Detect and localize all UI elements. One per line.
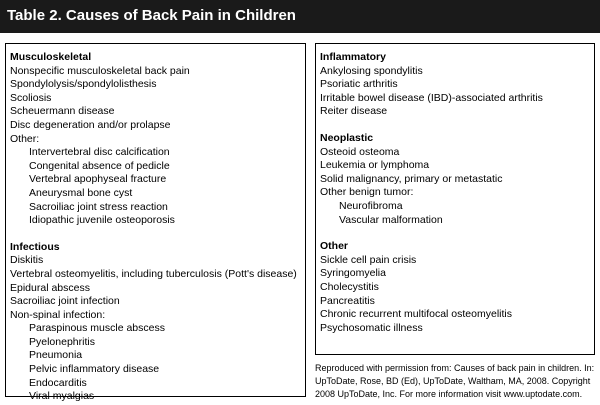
list-item: Other:	[10, 132, 40, 145]
right-column-box	[315, 43, 595, 355]
list-item: Syringomyelia	[320, 267, 386, 280]
list-item: Solid malignancy, primary or metastatic	[320, 172, 503, 185]
list-item: Disc degeneration and/or prolapse	[10, 118, 171, 131]
list-item: Sacroiliac joint infection	[10, 295, 120, 308]
table-title: Table 2. Causes of Back Pain in Children	[7, 7, 296, 24]
sub-list-item: Pyelonephritis	[29, 335, 95, 348]
list-item: Irritable bowel disease (IBD)-associated arthritis	[320, 91, 543, 104]
list-item: Psychosomatic illness	[320, 321, 423, 334]
left-column	[10, 51, 297, 404]
list-item: Non-spinal infection:	[10, 308, 106, 321]
sub-list-item: Vertebral apophyseal fracture	[29, 173, 167, 186]
sub-list-item: Sacroiliac joint stress reaction	[29, 200, 168, 213]
list-item: Sickle cell pain crisis	[320, 253, 417, 266]
sub-list-item: Viral myalgias	[29, 390, 95, 403]
list-item: Scoliosis	[10, 91, 52, 104]
sub-list-item: Pneumonia	[29, 349, 83, 362]
right-column	[320, 51, 543, 335]
permission-footnote: Reproduced with permission from: Causes of back pain in children. In: UpToDate, Rose, BD (Ed), UpToDate, Waltham, MA, 2008. Copyright 2008 UpToDate, Inc. For more information visit www.uptodate.com.	[315, 363, 595, 399]
sub-list-item: Vascular malformation	[339, 213, 443, 226]
list-item: Nonspecific musculoskeletal back pain	[10, 64, 190, 77]
list-item: Vertebral osteomyelitis, including tuberculosis (Pott's disease)	[10, 267, 297, 280]
sub-list-item: Pelvic inflammatory disease	[29, 363, 160, 376]
heading-infectious: Infectious	[10, 240, 60, 253]
heading-neoplastic: Neoplastic	[320, 131, 374, 144]
list-item: Spondylolysis/spondylolisthesis	[10, 78, 157, 91]
list-item: Psoriatic arthritis	[320, 78, 398, 91]
section-gap	[10, 228, 297, 241]
sub-list-item: Idiopathic juvenile osteoporosis	[29, 214, 175, 227]
list-item: Ankylosing spondylitis	[320, 64, 423, 77]
heading-musculoskeletal: Musculoskeletal	[10, 51, 92, 63]
list-item: Reiter disease	[320, 105, 388, 118]
list-item: Pancreatitis	[320, 294, 375, 307]
list-item: Osteoid osteoma	[320, 145, 400, 158]
list-item: Scheuermann disease	[10, 105, 115, 118]
sub-list-item: Congenital absence of pedicle	[29, 159, 170, 172]
list-item: Cholecystitis	[320, 280, 379, 293]
title-bar	[0, 0, 600, 33]
list-item: Diskitis	[10, 254, 44, 267]
heading-other: Other	[320, 240, 349, 253]
list-item: Epidural abscess	[10, 281, 90, 294]
heading-inflammatory: Inflammatory	[320, 51, 386, 63]
sub-list-item: Aneurysmal bone cyst	[29, 186, 133, 199]
section-gap	[320, 119, 543, 132]
sub-list-item: Intervertebral disc calcification	[29, 146, 170, 159]
sub-list-item: Endocarditis	[29, 376, 87, 389]
left-column-box	[5, 43, 306, 403]
sub-list-item: Neurofibroma	[339, 199, 403, 212]
section-gap	[320, 227, 543, 240]
list-item: Leukemia or lymphoma	[320, 159, 430, 172]
sub-list-item: Paraspinous muscle abscess	[29, 322, 165, 335]
list-item: Other benign tumor:	[320, 186, 414, 199]
list-item: Chronic recurrent multifocal osteomyelitis	[320, 308, 512, 321]
